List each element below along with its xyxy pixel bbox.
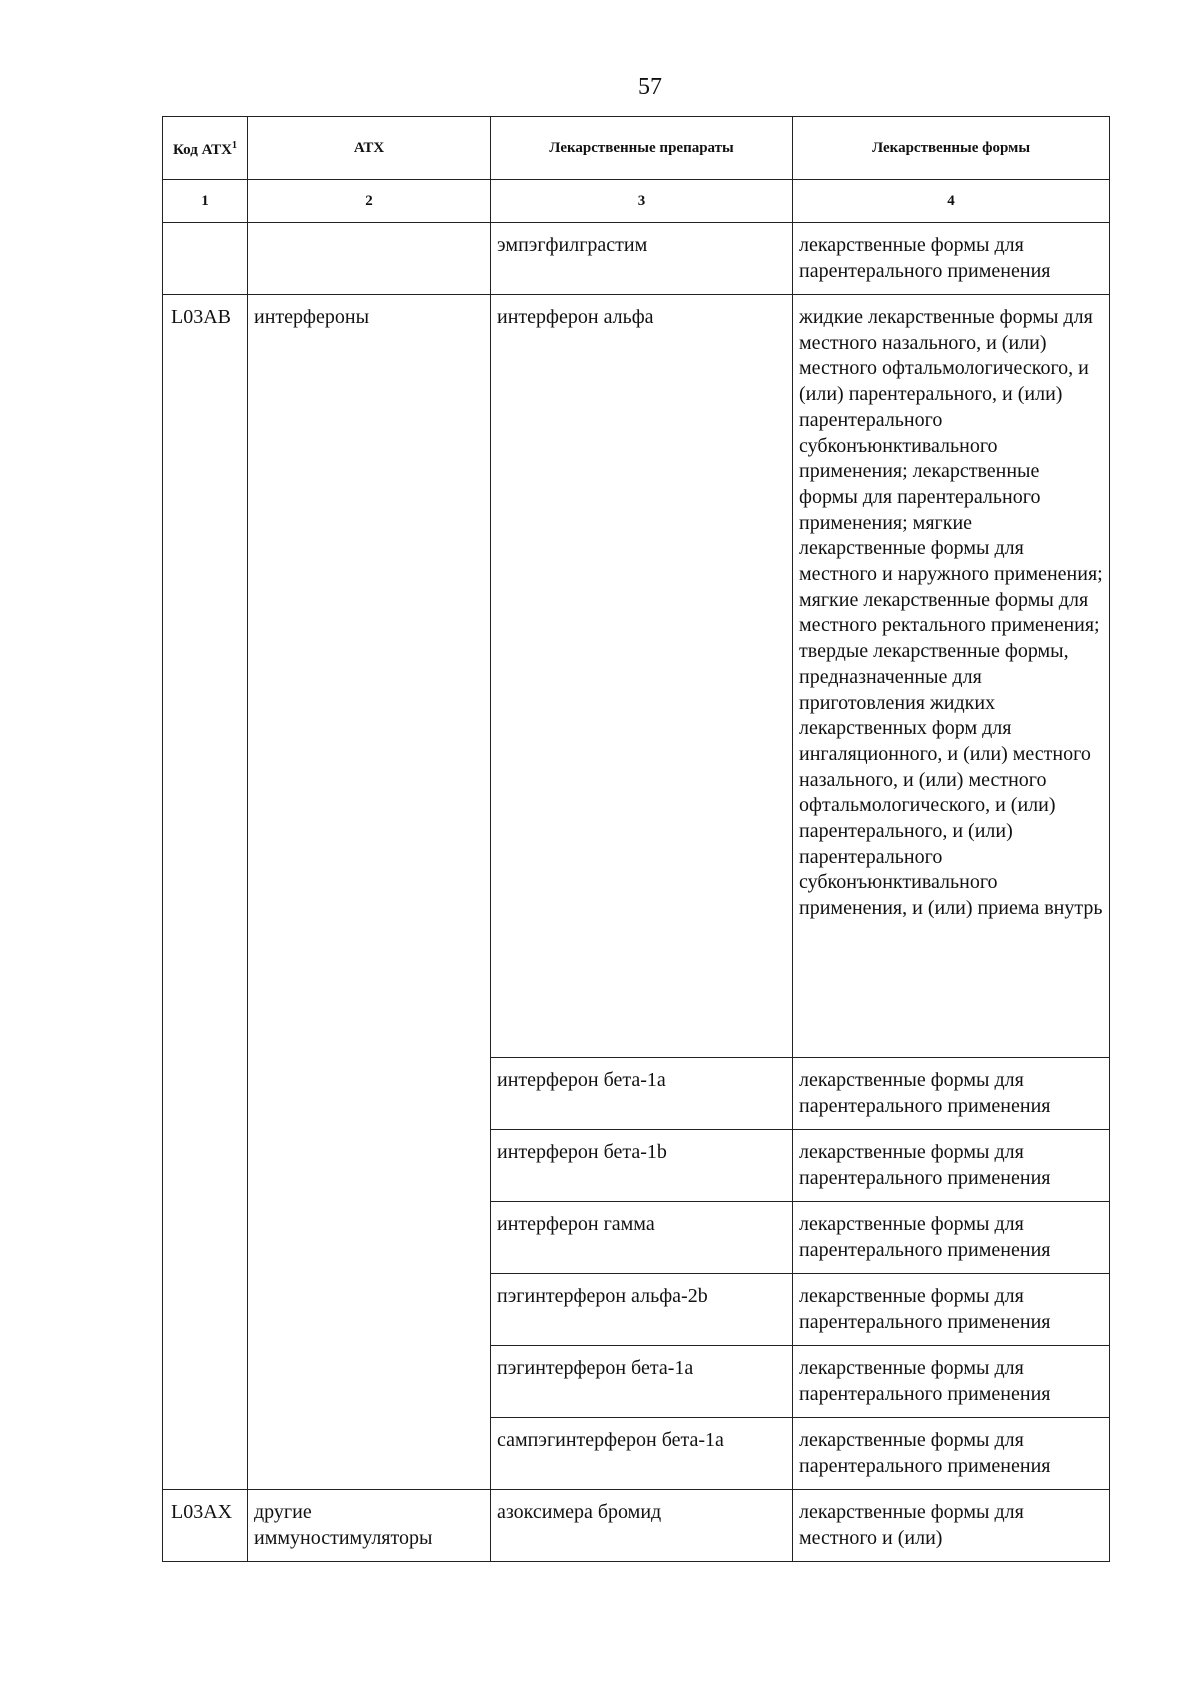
drug-cell: интерферон бета-1b <box>491 1130 793 1202</box>
forms-cell: лекарственные формы для местного и (или) <box>793 1490 1110 1562</box>
table-row <box>163 1202 1110 1274</box>
drug-cell: азоксимера бромид <box>491 1490 793 1562</box>
atc-cell <box>248 223 491 295</box>
header-forms: Лекарственные формы <box>793 117 1110 180</box>
drug-cell: эмпэгфилграстим <box>491 223 793 295</box>
table-row <box>163 1274 1110 1346</box>
code-cell <box>163 1202 248 1274</box>
table-row <box>163 1418 1110 1490</box>
header-code <box>163 117 248 180</box>
column-number: 2 <box>248 180 491 223</box>
forms-cell: лекарственные формы для парентерального применения <box>793 1346 1110 1418</box>
code-cell <box>163 1274 248 1346</box>
table-row <box>163 295 1110 1058</box>
atc-cell <box>248 1202 491 1274</box>
atc-cell <box>248 1418 491 1490</box>
drug-cell: сампэгинтерферон бета-1a <box>491 1418 793 1490</box>
forms-cell: лекарственные формы для парентерального применения <box>793 1130 1110 1202</box>
table-row <box>163 1058 1110 1130</box>
column-number-row <box>163 180 1110 223</box>
code-cell: L03AX <box>163 1490 248 1562</box>
forms-cell: лекарственные формы для парентерального применения <box>793 1274 1110 1346</box>
atc-cell: интерфероны <box>248 295 491 1058</box>
forms-cell: лекарственные формы для парентерального применения <box>793 1418 1110 1490</box>
header-drugs: Лекарственные препараты <box>491 117 793 180</box>
table-row <box>163 1490 1110 1562</box>
column-number: 3 <box>491 180 793 223</box>
atc-cell <box>248 1058 491 1130</box>
page-number: 57 <box>638 74 662 100</box>
drug-cell: интерферон бета-1a <box>491 1058 793 1130</box>
drug-cell: пэгинтерферон бета-1a <box>491 1346 793 1418</box>
drug-cell: интерферон альфа <box>491 295 793 1058</box>
drug-cell: пэгинтерферон альфа-2b <box>491 1274 793 1346</box>
forms-cell: лекарственные формы для парентерального применения <box>793 1202 1110 1274</box>
drug-cell: интерферон гамма <box>491 1202 793 1274</box>
column-number: 1 <box>163 180 248 223</box>
table-row <box>163 1346 1110 1418</box>
atc-cell <box>248 1274 491 1346</box>
drug-table <box>162 116 1110 1562</box>
forms-cell: лекарственные формы для парентерального применения <box>793 223 1110 295</box>
code-cell <box>163 1418 248 1490</box>
header-code-label: Код АТХ <box>173 142 232 158</box>
table-row <box>163 223 1110 295</box>
column-number: 4 <box>793 180 1110 223</box>
code-cell <box>163 1130 248 1202</box>
header-atc: АТХ <box>248 117 491 180</box>
atc-cell <box>248 1346 491 1418</box>
header-code-footnote: 1 <box>231 140 237 151</box>
code-cell <box>163 1346 248 1418</box>
code-cell: L03AB <box>163 295 248 1058</box>
atc-cell <box>248 1130 491 1202</box>
forms-cell: лекарственные формы для парентерального применения <box>793 1058 1110 1130</box>
forms-cell: жидкие лекарственные формы для местного назального, и (или) местного офтальмологического, и (или) парентерального, и (или) парентерального субконъюнктивального применения; лекарственные формы для парентерального применения; мягкие лекарственные формы для местного и наружного применения; мягкие лекарственные формы для местного ректального применения; твердые лекарственные формы, предназначенные для приготовления жидких лекарственных форм для ингаляционного, и (или) местного назального, и (или) местного офтальмологического, и (или) парентерального, и (или) парентерального субконъюнктивального применения, и (или) приема внутрь <box>793 295 1110 1058</box>
code-cell <box>163 1058 248 1130</box>
header-row <box>163 117 1110 180</box>
code-cell <box>163 223 248 295</box>
atc-cell: другие иммуностимуляторы <box>248 1490 491 1562</box>
table-row <box>163 1130 1110 1202</box>
